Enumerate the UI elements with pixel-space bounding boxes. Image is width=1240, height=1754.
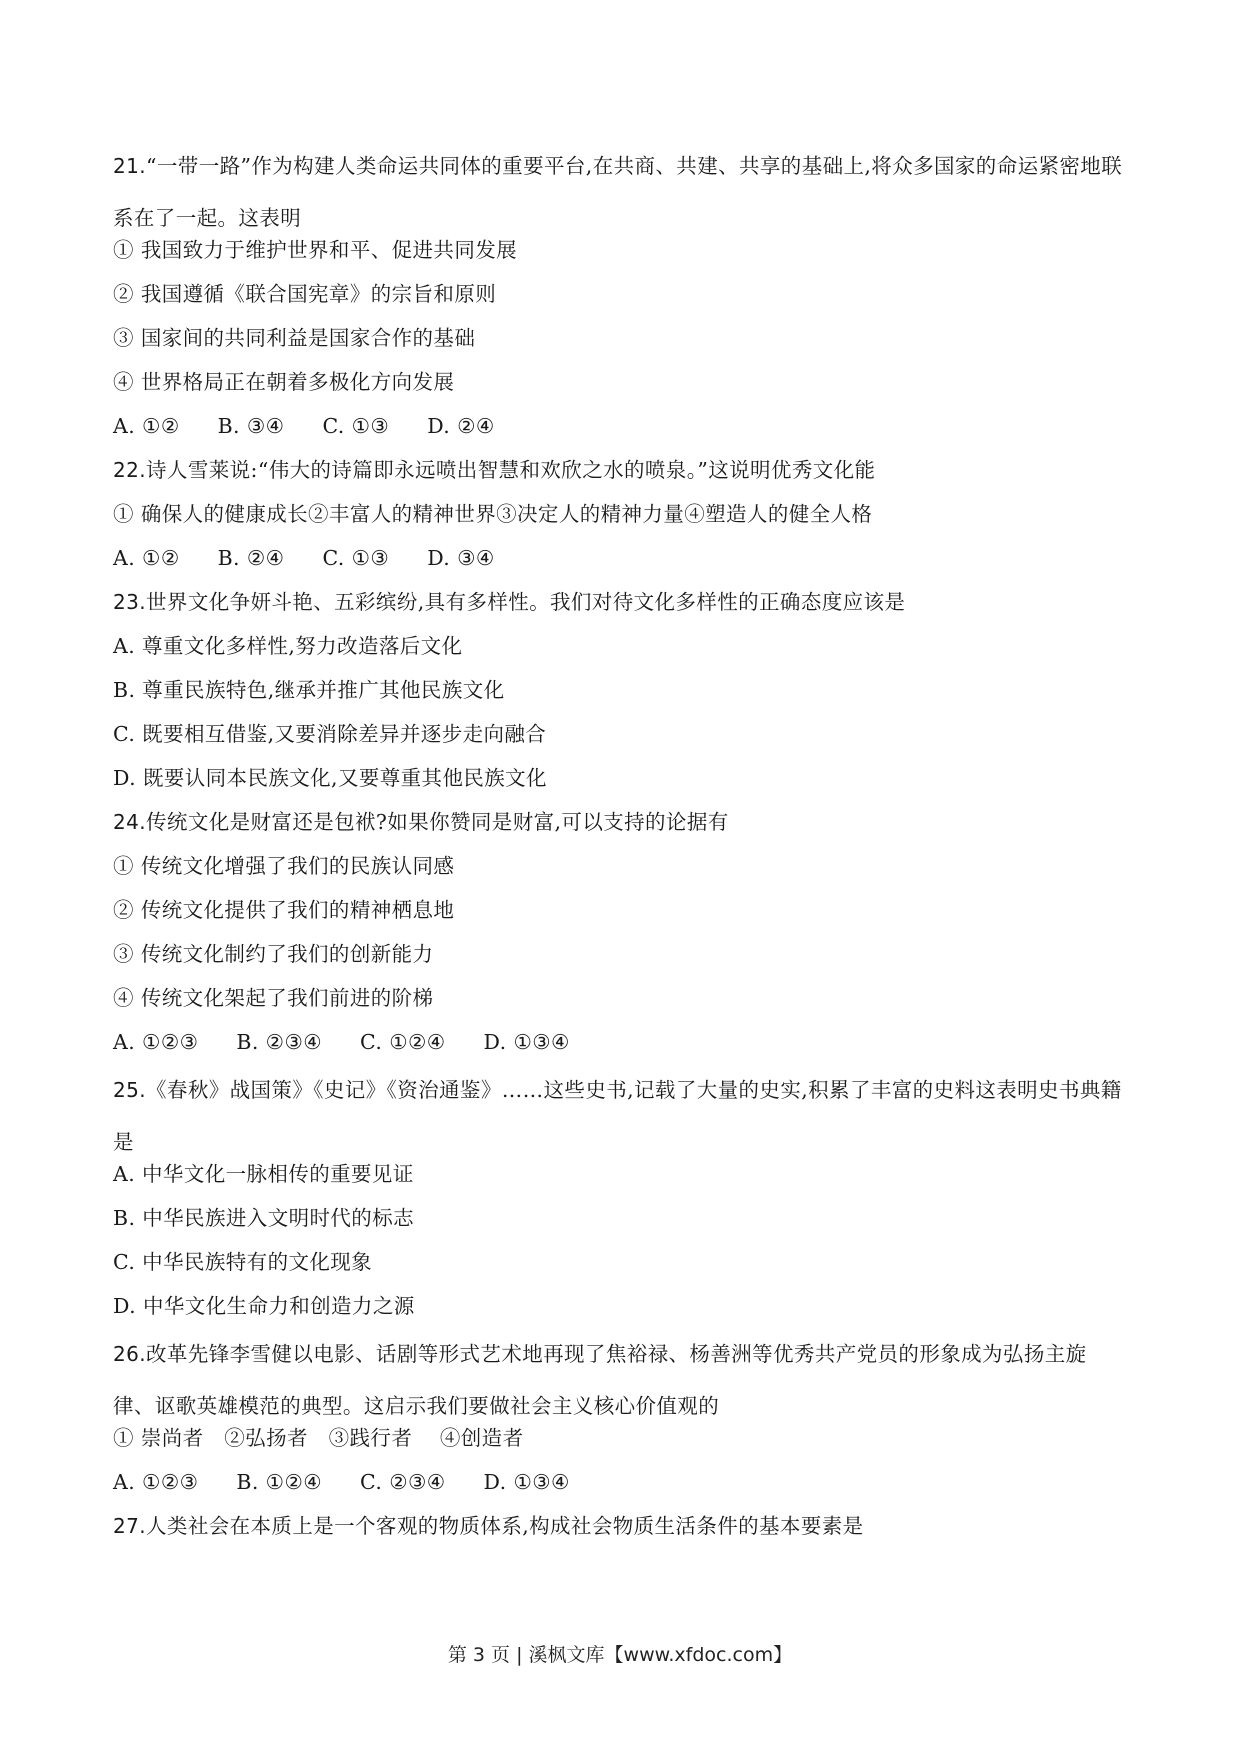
- question-number: 25.: [113, 1078, 147, 1102]
- option-d: D. ①③④: [483, 1470, 570, 1494]
- page-footer: 第 3 页 | 溪枫文库【www.xfdoc.com】: [447, 1644, 793, 1666]
- choice-d: D. 中华文化生命力和创造力之源: [113, 1294, 415, 1318]
- answer-options: [113, 1460, 1133, 1504]
- choice-d: D. 既要认同本民族文化,又要尊重其他民族文化: [113, 766, 547, 790]
- answer-options: [113, 536, 1133, 580]
- option-a: A. ①②: [113, 414, 180, 438]
- exam-page: [113, 140, 1133, 1548]
- option-d: D. ②④: [427, 414, 495, 438]
- option-a: A. ①②: [113, 546, 180, 570]
- choice-c: C. 中华民族特有的文化现象: [113, 1250, 373, 1274]
- choice-a: A. 尊重文化多样性,努力改造落后文化: [113, 634, 463, 658]
- question-number: 27.: [113, 1514, 147, 1538]
- statement: ① 我国致力于维护世界和平、促进共同发展: [113, 238, 518, 262]
- question-23-stem: 23.世界文化争妍斗艳、五彩缤纷,具有多样性。我们对待文化多样性的正确态度应该是: [113, 590, 906, 614]
- question-number: 22.: [113, 458, 147, 482]
- question-number: 23.: [113, 590, 147, 614]
- question-24-stem: 24.传统文化是财富还是包袱?如果你赞同是财富,可以支持的论据有: [113, 810, 729, 834]
- statement: ② 我国遵循《联合国宪章》的宗旨和原则: [113, 282, 497, 306]
- choice-b: B. 中华民族进入文明时代的标志: [113, 1206, 414, 1230]
- question-number: 21.: [113, 154, 147, 178]
- option-a: A. ①②③: [113, 1470, 199, 1494]
- question-22-stem: 22.诗人雪莱说:“伟大的诗篇即永远喷出智慧和欢欣之水的喷泉。”这说明优秀文化能: [113, 458, 876, 482]
- answer-options: [113, 1020, 1133, 1064]
- option-b: B. ①②④: [236, 1470, 323, 1494]
- option-c: C. ①②④: [360, 1030, 446, 1054]
- choice-c: C. 既要相互借鉴,又要消除差异并逐步走向融合: [113, 722, 547, 746]
- option-d: D. ①③④: [483, 1030, 570, 1054]
- option-b: B. ②④: [217, 546, 285, 570]
- answer-options: [113, 404, 1133, 448]
- option-d: D. ③④: [427, 546, 495, 570]
- statement: ③ 传统文化制约了我们的创新能力: [113, 942, 434, 966]
- option-b: B. ②③④: [236, 1030, 323, 1054]
- statement: ③ 国家间的共同利益是国家合作的基础: [113, 326, 476, 350]
- choice-a: A. 中华文化一脉相传的重要见证: [113, 1162, 414, 1186]
- question-21-stem: 21.“一带一路”作为构建人类命运共同体的重要平台,在共商、共建、共享的基础上,将众多国家的命运紧密地联系在了一起。这表明: [113, 154, 1123, 230]
- question-number: 24.: [113, 810, 147, 834]
- option-b: B. ③④: [217, 414, 285, 438]
- statement: ① 确保人的健康成长②丰富人的精神世界③决定人的精神力量④塑造人的健全人格: [113, 502, 873, 526]
- question-27-stem: 27.人类社会在本质上是一个客观的物质体系,构成社会物质生活条件的基本要素是: [113, 1514, 864, 1538]
- option-c: C. ②③④: [360, 1470, 446, 1494]
- statement: ④ 传统文化架起了我们前进的阶梯: [113, 986, 434, 1010]
- statement: ① 崇尚者 ②弘扬者 ③践行者 ④创造者: [113, 1426, 524, 1450]
- question-number: 26.: [113, 1342, 147, 1366]
- question-25-stem: 25.《春秋》战国策》《史记》《资治通鉴》……这些史书,记载了大量的史实,积累了丰富的史料这表明史书典籍是: [113, 1078, 1122, 1154]
- option-a: A. ①②③: [113, 1030, 199, 1054]
- option-c: C. ①③: [322, 414, 390, 438]
- statement: ① 传统文化增强了我们的民族认同感: [113, 854, 455, 878]
- option-c: C. ①③: [322, 546, 390, 570]
- choice-b: B. 尊重民族特色,继承并推广其他民族文化: [113, 678, 505, 702]
- statement: ② 传统文化提供了我们的精神栖息地: [113, 898, 455, 922]
- statement: ④ 世界格局正在朝着多极化方向发展: [113, 370, 455, 394]
- question-26-stem: 26.改革先锋李雪健以电影、话剧等形式艺术地再现了焦裕禄、杨善洲等优秀共产党员的形象成为弘扬主旋律、讴歌英雄模范的典型。这启示我们要做社会主义核心价值观的: [113, 1342, 1087, 1418]
